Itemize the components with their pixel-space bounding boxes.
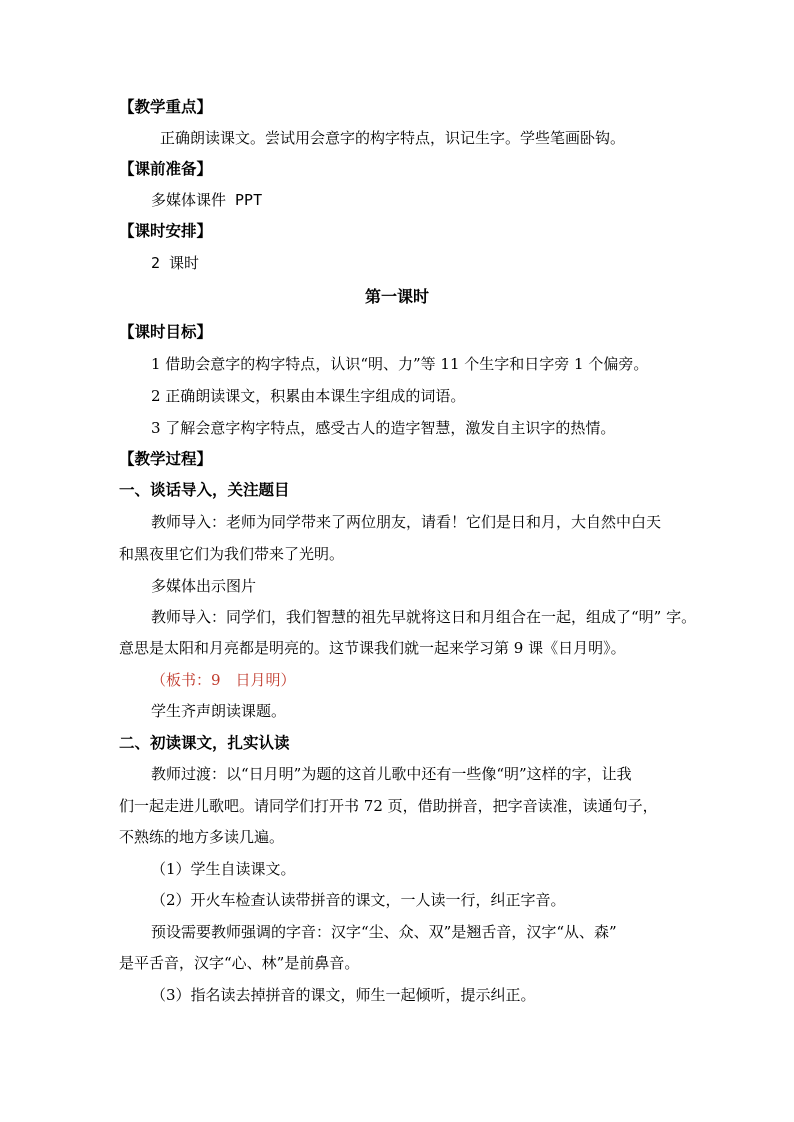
part1-paragraph-3-line-1: 教师导入：同学们，我们智慧的祖先早就将这日和月组合在一起，组成了“明” 字。 [151, 608, 697, 626]
goal-item-2: 2 正确朗读课文，积累由本课生字组成的词语。 [151, 387, 466, 405]
part1-paragraph-2: 多媒体出示图片 [151, 577, 257, 595]
focus-heading: 【教学重点】 [119, 97, 213, 116]
board-writing: （板书：9 日月明） [151, 671, 296, 689]
part2-paragraph-1-line-1: 教师过渡：以“日月明”为题的这首儿歌中还有一些像“明”这样的字，让我 [151, 765, 632, 783]
schedule-heading: 【课时安排】 [119, 221, 213, 240]
goals-heading: 【课时目标】 [119, 322, 213, 341]
goal-item-1: 1 借助会意字的构字特点，认识“明、力”等 11 个生字和日字旁 1 个偏旁。 [151, 355, 649, 373]
part1-paragraph-4: 学生齐声朗读课题。 [151, 702, 287, 720]
part2-paragraph-1-line-2: 们一起走进儿歌吧。请同学们打开书 72 页，借助拼音，把字音读准，读通句子， [119, 797, 658, 815]
part1-heading: 一、谈话导入，关注题目 [119, 480, 290, 499]
lesson-title: 第一课时 [364, 287, 429, 306]
part2-step-3: （3）指名读去掉拼音的课文，师生一起倾听，提示纠正。 [151, 986, 536, 1004]
part2-step-1: （1）学生自读课文。 [151, 860, 296, 878]
part1-paragraph-1-line-2: 和黑夜里它们为我们带来了光明。 [119, 545, 345, 563]
part2-paragraph-2-line-2: 是平舌音，汉字“心、林”是前鼻音。 [119, 954, 360, 972]
part2-step-2: （2）开火车检查认读带拼音的课文，一人读一行，纠正字音。 [151, 891, 566, 909]
goal-item-3: 3 了解会意字构字特点，感受古人的造字智慧，激发自主识字的热情。 [151, 419, 616, 437]
part1-paragraph-1-line-1: 教师导入：老师为同学带来了两位朋友，请看！它们是日和月，大自然中白天 [151, 513, 662, 531]
schedule-text: 2 课时 [151, 254, 200, 272]
part2-paragraph-2-line-1: 预设需要教师强调的字音：汉字“尘、众、双”是翘舌音，汉字“从、森” [151, 923, 617, 941]
focus-text: 正确朗读课文。尝试用会意字的构字特点，识记生字。学些笔画卧钩。 [160, 129, 626, 147]
prep-heading: 【课前准备】 [119, 159, 213, 178]
part2-paragraph-1-line-3: 不熟练的地方多读几遍。 [119, 828, 285, 846]
prep-text: 多媒体课件 PPT [151, 191, 263, 209]
process-heading: 【教学过程】 [119, 449, 213, 468]
part1-paragraph-3-line-2: 意思是太阳和月亮都是明亮的。这节课我们就一起来学习第 9 课《日月明》。 [119, 639, 626, 657]
part2-heading: 二、初读课文，扎实认读 [119, 733, 290, 752]
